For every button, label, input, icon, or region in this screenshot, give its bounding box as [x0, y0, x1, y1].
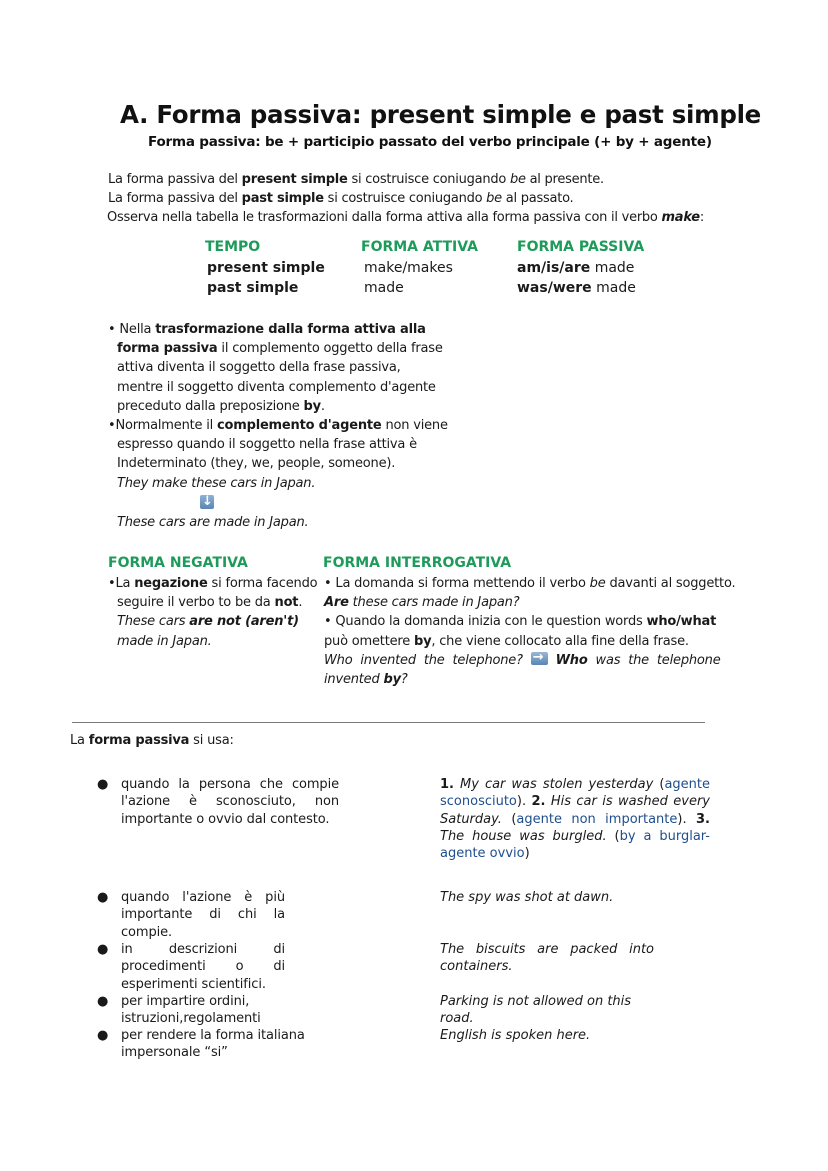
- interrogativa-line: può omettere by, che viene collocato alla fine della frase.: [324, 633, 689, 649]
- rule-line: forma passiva il complemento oggetto della frase: [117, 341, 443, 357]
- table-column-attiva: [361, 237, 478, 299]
- example-passive: These cars are made in Japan.: [117, 514, 309, 530]
- rule-line: mentre il soggetto diventa complemento d'agente: [117, 379, 436, 395]
- rule-line: • Nella trasformazione dalla forma attiva alla: [108, 322, 426, 337]
- interrogativa-example: invented by?: [324, 672, 408, 688]
- page-title: A. Forma passiva: present simple e past simple: [120, 100, 761, 129]
- usage-item: ● in descrizioni di procedimenti o di esperimenti scientifici.: [97, 942, 285, 992]
- interrogativa-text: [324, 574, 736, 689]
- usage-item: ● quando la persona che compie l'azione è sconosciuto, non importante o ovvio dal contesto.: [97, 777, 339, 827]
- table-column-tempo: [205, 237, 325, 299]
- table-cell-attiva: made: [364, 280, 404, 296]
- table-cell-passiva: am/is/are made: [517, 259, 635, 276]
- usage-intro: La forma passiva si usa:: [70, 733, 234, 748]
- usage-example-5: English is spoken here.: [440, 1028, 591, 1043]
- page-subtitle: Forma passiva: be + participio passato del verbo principale (+ by + agente): [148, 134, 712, 150]
- rule-line: •Normalmente il complemento d'agente non viene: [108, 418, 448, 434]
- section-divider: [72, 722, 705, 723]
- bullet-icon: ●: [97, 1028, 109, 1043]
- transformation-rules: [108, 320, 448, 532]
- negativa-line: seguire il verbo to be da not.: [117, 595, 303, 611]
- usage-example-2: The spy was shot at dawn.: [440, 890, 614, 905]
- usage-item: ● per rendere la forma italiana impersonale “si”: [97, 1028, 305, 1061]
- bullet-icon: ●: [97, 942, 109, 957]
- usage-example-3: The biscuits are packed into containers.: [440, 942, 654, 975]
- rule-line: preceduto dalla preposizione by.: [117, 398, 325, 414]
- table-header-tempo: TEMPO: [205, 239, 261, 255]
- table-cell-attiva: make/makes: [364, 259, 453, 276]
- intro-text: [107, 170, 704, 227]
- rule-line: Indeterminato (they, we, people, someone).: [117, 456, 396, 472]
- rule-line: attiva diventa il soggetto della frase passiva,: [117, 360, 401, 376]
- usage-example-4: Parking is not allowed on this road.: [440, 994, 632, 1027]
- table-cell-passiva: was/were made: [517, 280, 636, 296]
- intro-line-observe: Osserva nella tabella le trasformazioni dalla forma attiva alla forma passiva con il verbo make:: [107, 210, 704, 225]
- example-active: They make these cars in Japan.: [117, 475, 316, 491]
- interrogativa-line: • La domanda si forma mettendo il verbo be davanti al soggetto.: [324, 576, 736, 591]
- usage-item: ● quando l'azione è più importante di chi la compie.: [97, 890, 285, 940]
- table-header-passiva: FORMA PASSIVA: [517, 239, 645, 255]
- usage-example-1: 1. My car was stolen yesterday (agente sconosciuto). 2. His car is washed every Saturday. (agente non importante). 3. The house was burgled. (by a burglar- agente ovvio): [440, 777, 710, 862]
- interrogativa-example: Are these cars made in Japan?: [324, 595, 520, 611]
- right-arrow-icon: [531, 652, 548, 665]
- usage-item: ● per impartire ordini, istruzioni,regolamenti: [97, 994, 261, 1027]
- negativa-text: [108, 574, 317, 651]
- negativa-example: These cars are not (aren't): [117, 614, 299, 630]
- bullet-icon: ●: [97, 777, 109, 792]
- bullet-icon: ●: [97, 890, 109, 905]
- interrogativa-example: Who invented the telephone? → Who was the telephone: [324, 651, 729, 670]
- down-arrow-icon: [200, 495, 214, 509]
- table-header-attiva: FORMA ATTIVA: [361, 239, 478, 255]
- interrogativa-line: • Quando la domanda inizia con le question words who/what: [324, 614, 717, 630]
- table-cell-tempo: past simple: [207, 280, 299, 296]
- table-column-passiva: [517, 237, 644, 299]
- table-cell-tempo: present simple: [207, 259, 325, 276]
- intro-line-present: La forma passiva del present simple si costruisce coniugando be al presente.: [108, 172, 604, 187]
- heading-forma-negativa: FORMA NEGATIVA: [108, 555, 248, 571]
- heading-forma-interrogativa: FORMA INTERROGATIVA: [323, 555, 512, 571]
- intro-line-past: La forma passiva del past simple si costruisce coniugando be al passato.: [108, 191, 574, 206]
- negativa-line: •La negazione si forma facendo: [108, 576, 318, 591]
- rule-line: espresso quando il soggetto nella frase attiva è: [117, 437, 417, 453]
- bullet-icon: ●: [97, 994, 109, 1009]
- negativa-example: made in Japan.: [117, 633, 212, 649]
